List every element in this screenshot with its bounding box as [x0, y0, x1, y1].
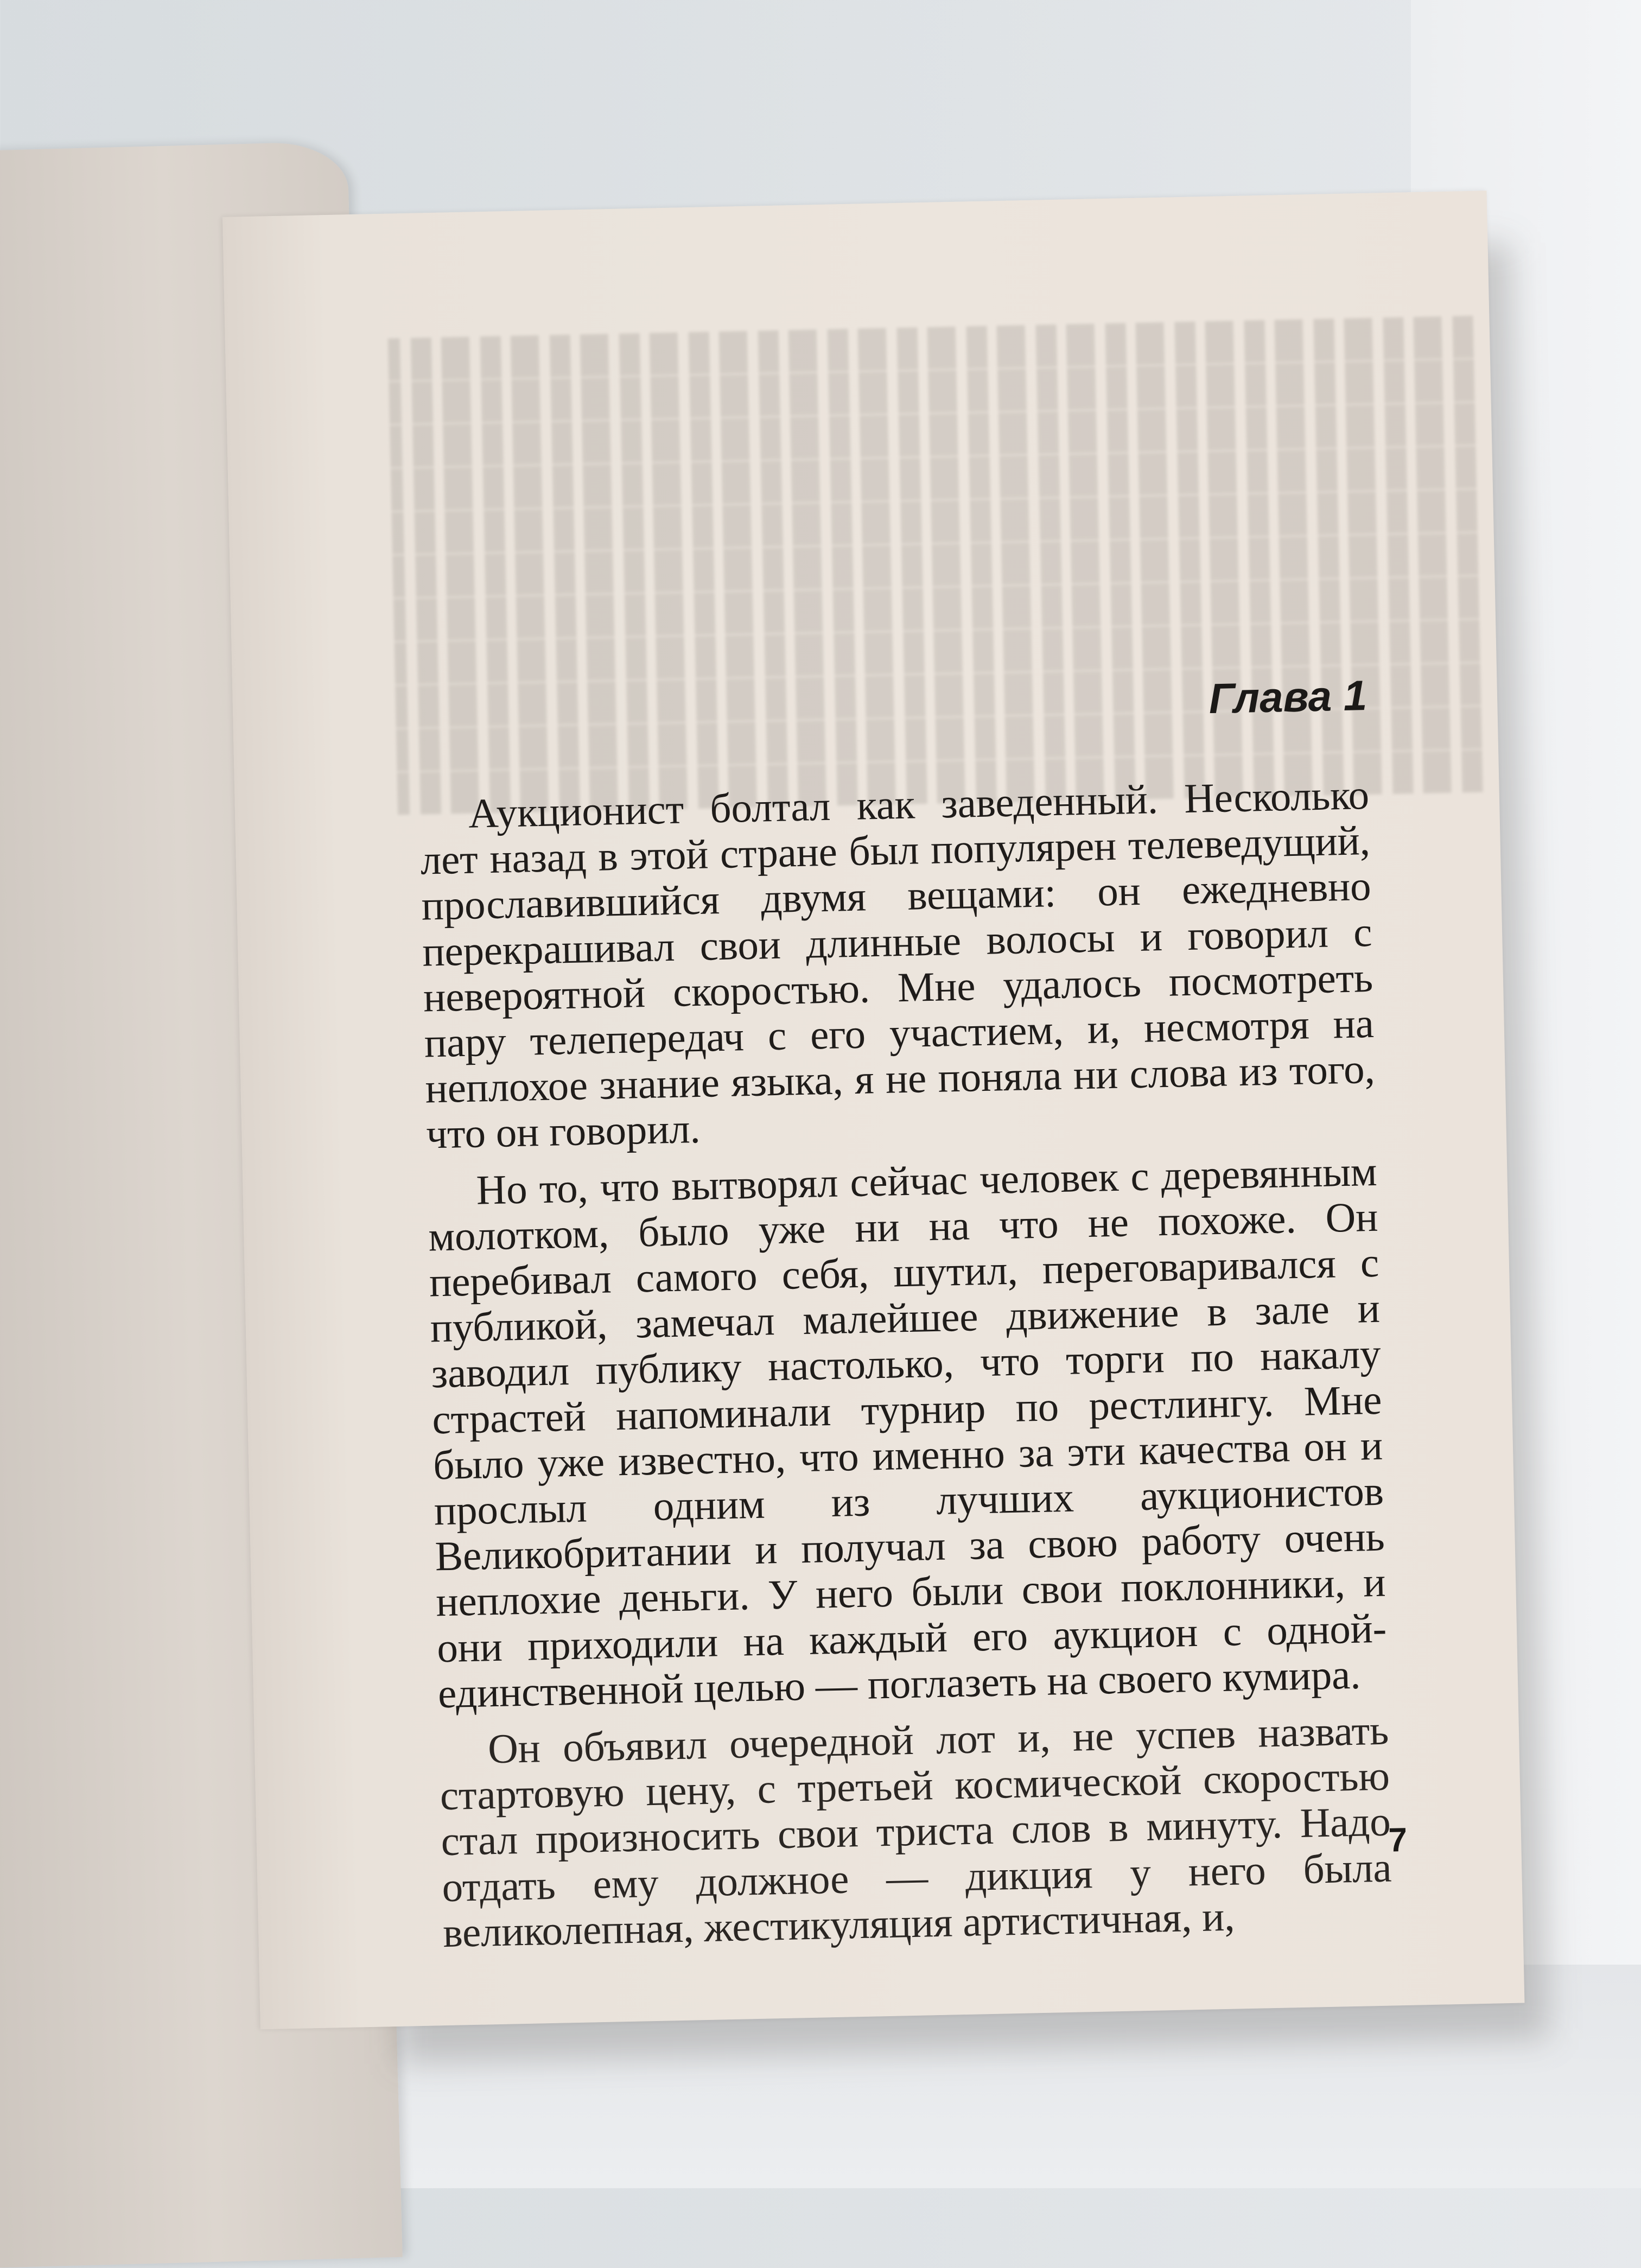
page-content — [417, 671, 1393, 1966]
paragraph-2: Но то, что вытворял сейчас человек с деревянным молотком, было уже ни на что не похоже. Он перебивал самого себя, шутил, переговаривался с публикой, замечал малейшее движение в зале и заводил публику настолько, что торги по накалу страстей напоминали турнир по рестлингу. Мне было уже известно, что именно за эти качества он и прослыл одним из лучших аукционистов Великобритании и получал за свою работу очень неплохие деньги. У него были свои поклонники, и они приходили на каждый его аукцион с одной-единственной целью — поглазеть на своего кумира. — [428, 1147, 1387, 1717]
paragraph-1: Аукционист болтал как заведенный. Несколько лет назад в этой стране был популярен телеведущий, прославившийся двумя вещами: он ежедневно перекрашивал свои длинные волосы и говорил с невероятной скоростью. Мне удалось посмотреть пару телепередач с его участием, и, несмотря на неплохое знание языка, я не поняла ни слова из того, что он говорил. — [419, 771, 1376, 1158]
chapter-title: Глава 1 — [1208, 671, 1368, 723]
book-page — [222, 190, 1524, 2029]
paragraph-3: Он объявил очередной лот и, не успев назвать стартовую цену, с третьей космической скоростью стал произносить свои триста слов в минуту. Надо отдать ему должное — дикция у него была великолепная, жестикуляция артистичная, и, — [440, 1706, 1392, 1956]
page-number: 7 — [1388, 1821, 1408, 1859]
